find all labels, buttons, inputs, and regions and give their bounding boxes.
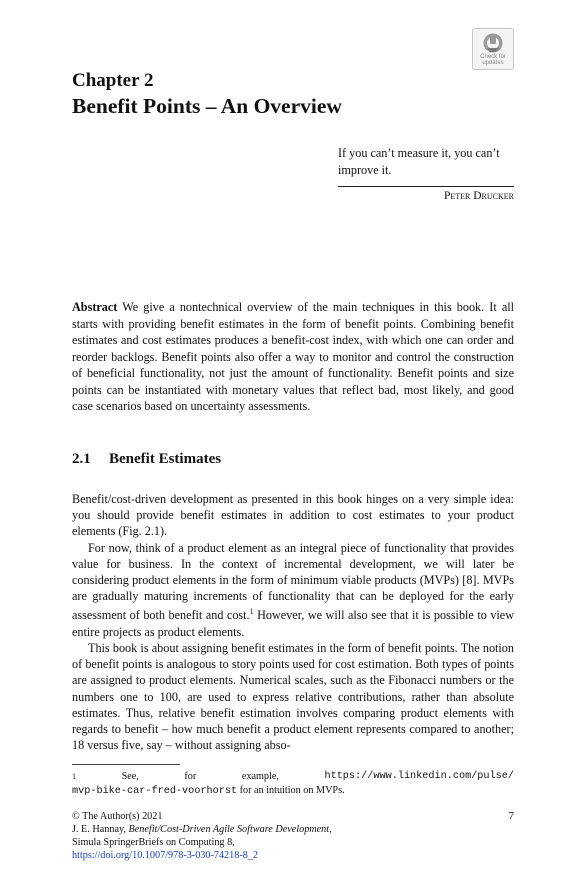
citation-end: , [329, 824, 332, 835]
footnote-url-part1[interactable]: https://www.linkedin.com/pulse/ [324, 771, 514, 782]
badge-label-line1: Check for [480, 54, 506, 60]
footnote [72, 770, 514, 799]
chapter-label: Chapter 2 [72, 70, 154, 91]
footnote-word-2: for [184, 771, 197, 782]
paragraph-2 [72, 540, 514, 640]
citation-line [72, 823, 514, 836]
paragraph-2-tail: However, we will also see that it is possible to view entire projects as product elements. [72, 608, 515, 639]
paragraph-3: This book is about assigning benefit estimates in the form of benefit points. The notion of benefit points is analogous to story points used for cost estimation. Both types of points are assigned to product elements. Numerical scales, such as the Fibonacci numbers or the numbers one to 100, are used to express relative contributions, rather than absolute estimates. Thus, relative benefit estimation involves comparing product elements with regards to benefit – how much benefit a product element represents compared to another; 18 versus five, say – without assigning abso- [72, 640, 514, 753]
abstract-label: Abstract [72, 300, 118, 314]
paragraph-1: Benefit/cost-driven development as presented in this book hinges on a very simple idea: you should provide benefit estimates in addition to cost estimates to your product elements (Fig. 2.1). [72, 492, 514, 539]
footnote-word-3: example, [241, 771, 279, 782]
page-footer [72, 810, 514, 862]
footnote-number: 1 [72, 772, 76, 781]
footnote-ref[interactable]: 1 [249, 607, 254, 617]
abstract-text: We give a nontechnical overview of the main techniques in this book. It all starts with providing benefit estimates in the form of benefit points. Combining benefit estimates and cost estimates produces a benefit-cost index, with which one can order and reorder backlogs. Benefit points also offer a way to monitor and control the construction of beneficial functionality, not just the amount of functionality. Benefit points and size points can be instantiated with monetary values that reflect bad, most likely, and good case scenarios based on uncertainty assessments. [72, 300, 514, 413]
citation-book-title: Benefit/Cost-Driven Agile Software Development [128, 824, 330, 835]
section-number: 2.1 [72, 451, 91, 467]
check-for-updates-badge[interactable] [472, 28, 514, 70]
badge-label-line2: updates [482, 60, 504, 66]
section-heading [72, 451, 221, 468]
paragraph-2-text: For now, think of a product element as an integral piece of functionality that provides value for business. In the context of incremental development, we will later be considering product elements in the form of minimum viable products (MVPs) [8]. MVPs are gradually maturing increments of functionality that can be deployed for the early assessment of both benefit and cost. [72, 540, 514, 623]
page-number: 7 [508, 810, 514, 822]
copyright-line: © The Author(s) 2021 [72, 811, 163, 822]
check-for-updates-icon [480, 32, 506, 54]
chapter-title: Benefit Points – An Overview [72, 94, 342, 118]
citation-authors: J. E. Hannay, [72, 824, 129, 835]
footnote-word-1: See, [121, 771, 139, 782]
epigraph-rule [338, 186, 514, 187]
section-title: Benefit Estimates [109, 451, 222, 467]
body-text [72, 491, 514, 753]
epigraph-quote: If you can’t measure it, you can’t improve it. [338, 146, 500, 177]
doi-link[interactable]: https://doi.org/10.1007/978-3-030-74218-8_2 [72, 850, 259, 861]
footnote-rule [72, 764, 180, 765]
epigraph-author: Peter Drucker [443, 190, 514, 202]
abstract [72, 299, 514, 415]
footnote-tail: for an intuition on MVPs. [237, 785, 345, 796]
footnote-url-part2[interactable]: mvp-bike-car-fred-voorhorst [72, 786, 238, 797]
series-line: Simula SpringerBriefs on Computing 8, [72, 837, 235, 848]
